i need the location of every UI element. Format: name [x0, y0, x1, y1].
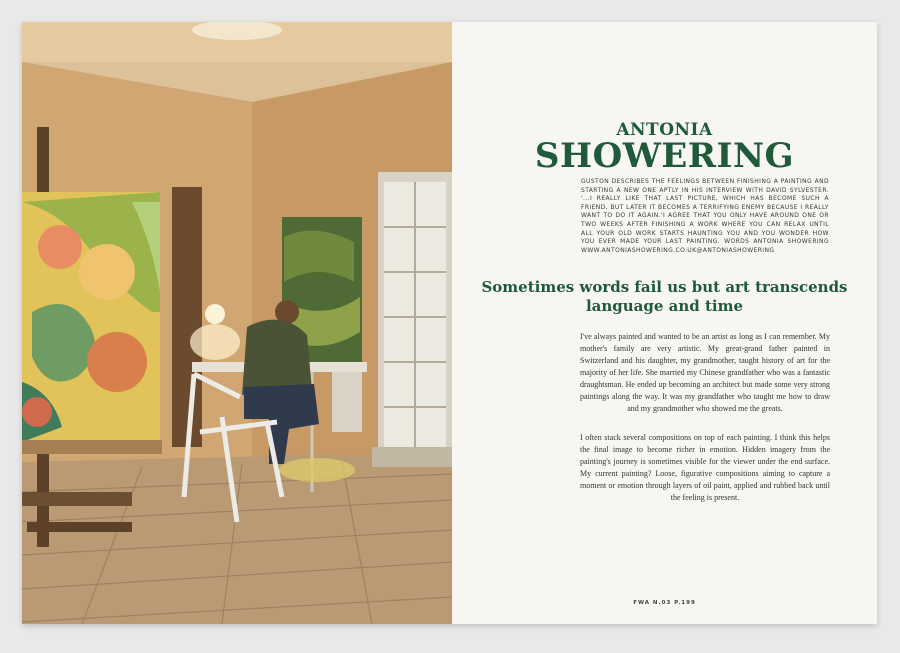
studio-illustration [22, 22, 452, 624]
magazine-spread [22, 22, 877, 624]
artist-first-name: ANTONIA [616, 120, 713, 140]
article-page [452, 22, 877, 624]
page-folio: FWA N.03 P.199 [633, 600, 696, 606]
intro-text: GUSTON DESCRIBES THE FEELINGS BETWEEN FINISHING A PAINTING AND STARTING A NEW ONE APTLY IN HIS INTERVIEW WITH DAVID SYLVESTER. '...I REALLY LIKE THAT LAST PICTURE, WHICH HAS BECOME SUCH A FRIEND, BUT LATER IT BECOMES A TERRIFYING ENEMY BECAUSE I REALLY WANT TO DO IT AGAIN.'I AGREE THAT YOU ONLY HAVE AROUND ONE OR TWO WEEKS AFTER FINISHING A WORK WHERE YOU CAN RELAX UNTIL ALL YOUR OLD WORK STARTS HAUNTING YOU AND YOU WONDER HOW YOU EVER MADE YOUR LAST PAINTING. WORDS ANTONIA SHOWERING WWW.ANTONIASHOWERING.CO.UK@ANTONIASHOWERING [581, 178, 829, 254]
article-headline: Sometimes words fail us but art transcends language and time [481, 278, 848, 315]
body-paragraph-1: I've always painted and wanted to be an artist as long as I can remember. My mother's family are very artistic. My great-grand father painted in Switzerland and his daughter, my grandmother, taught history of art for the majority of her life. She married my Chinese grandfather who was a fantastic draughtsman. He ended up becoming an architect but made some very strong paintings along the way. It was my grandfather who taught me how to draw and my grandmother who showed me the greats. [580, 332, 830, 413]
body-paragraph-2: I often stack several compositions on top of each painting. I think this helps the final image to become richer in emotion. Hidden imagery from the painting's journey is sometimes visible for the viewer under the end surface. My current painting? Loose, figurative compositions aiming to capture a moment or emotion through layers of oil paint, applied and rubbed back until the feeling is present. [580, 433, 830, 502]
artist-last-name: SHOWERING [534, 136, 795, 176]
studio-photo [22, 22, 452, 624]
